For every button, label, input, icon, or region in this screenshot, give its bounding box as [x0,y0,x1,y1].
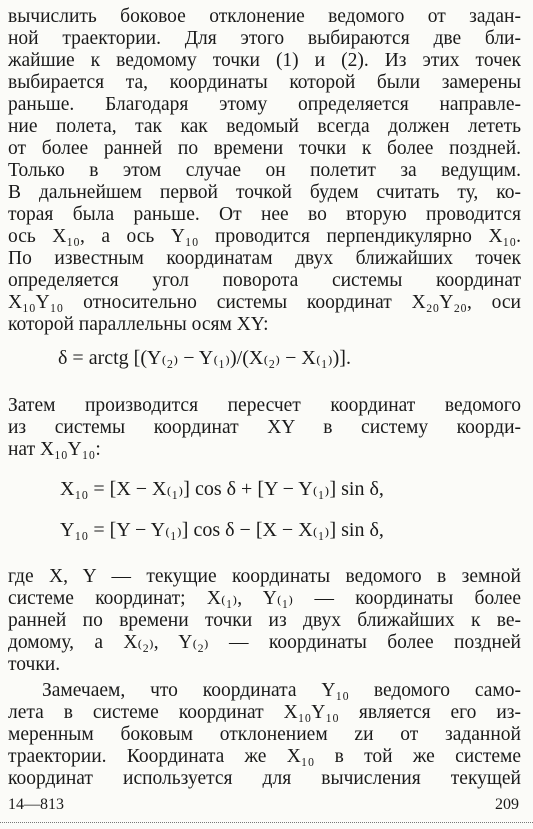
text-line: Только в этом случае он полетит за ведущим. [8,160,521,181]
text-line: По известным координатам двух ближайших точек [8,248,521,269]
text-line: выбирается та, координаты которой были замерены [8,72,521,93]
text-line: Затем производится пересчет координат ведомого [8,395,521,416]
text-line: ной траектории. Для этого выбираются две бли- [8,28,521,49]
text-line: жайшие к ведомому точки (1) и (2). Из этих точек [8,50,521,71]
text-line: ось X₁₀, а ось Y₁₀ проводится перпендикулярно X₁₀. [8,226,521,247]
text-line: траектории. Координата же X₁₀ в той же системе [8,746,521,767]
text-line: системе координат; X₍₁₎, Y₍₁₎ — координаты более [8,588,521,609]
text-line: лета в системе координат X₁₀Y₁₀ является его из- [8,702,521,723]
formula-y10: Y₁₀ = [Y − Y₍₁₎] cos δ − [X − X₍₁₎] sin δ, [60,519,384,541]
text-line: которой параллельны осям XY: [8,314,269,335]
signature-mark: 14—813 [8,796,64,813]
formula-x10: X₁₀ = [X − X₍₁₎] cos δ + [Y − Y₍₁₎] sin δ, [60,478,384,500]
page-number: 209 [495,796,519,813]
text-line: координат используется для вычисления текущей [8,768,521,789]
bottom-edge-divider [0,822,533,823]
text-line: вычислить боковое отклонение ведомого от задан- [8,6,521,27]
text-line: нат X₁₀Y₁₀: [8,439,101,460]
text-line: от более ранней по времени точки к более поздней. [8,138,521,159]
text-line: X₁₀Y₁₀ относительно системы координат X₂₀Y₂₀, оси [8,292,521,313]
text-line: ранней по времени точки из двух ближайших к ве- [8,610,521,631]
text-line: Замечаем, что координата Y₁₀ ведомого само- [42,680,521,701]
text-line: домому, а X₍₂₎, Y₍₂₎ — координаты более поздней [8,632,521,653]
text-line: из системы координат XY в систему коорди- [8,417,521,438]
text-line: определяется угол поворота системы координат [8,270,521,291]
text-line: торая была раньше. От нее во вторую проводится [8,204,521,225]
text-line: где X, Y — текущие координаты ведомого в земной [8,566,521,587]
formula-delta: δ = arctg [(Y₍₂₎ − Y₍₁₎)/(X₍₂₎ − X₍₁₎)]. [58,347,351,369]
text-line: ние полета, так как ведомый всегда должен лететь [8,116,521,137]
text-line: меренным боковым отклонением zи от заданной [8,724,521,745]
text-line: точки. [8,654,61,675]
text-line: В дальнейшем первой точкой будем считать ту, ко- [8,182,521,203]
text-line: раньше. Благодаря этому определяется направле- [8,94,521,115]
